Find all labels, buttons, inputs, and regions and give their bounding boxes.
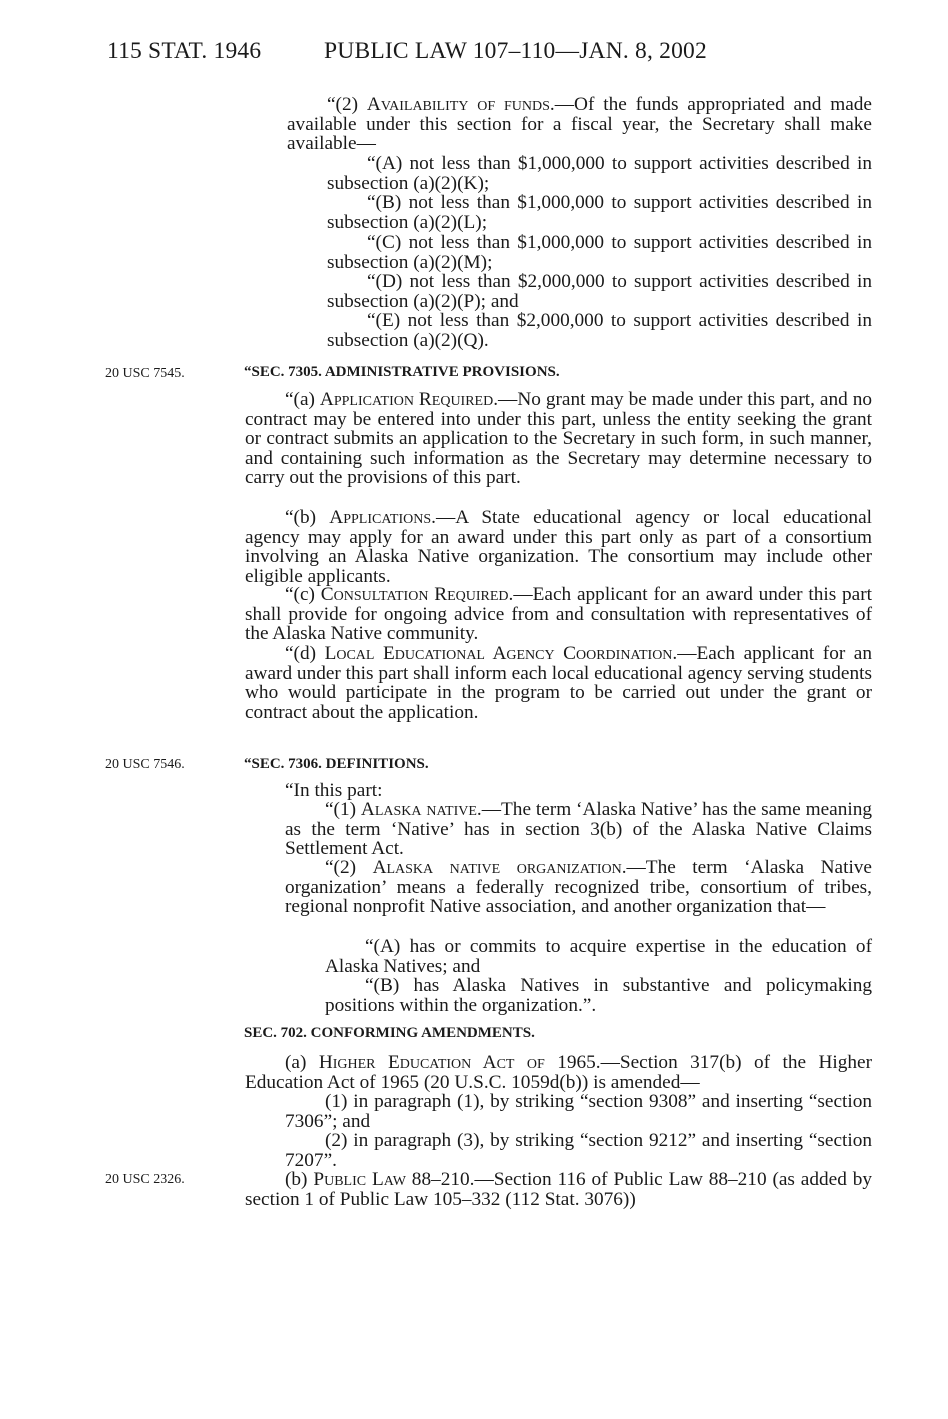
sec-702-b: (b) Public Law 88–210.—Section 116 of Public Law 88–210 (as added by section 1 of Public Law 105–332 (112 Stat. 3076)) bbox=[245, 1169, 872, 1210]
sec-702-a-1: (1) in paragraph (1), by striking “section 9308” and inserting “section 7306”; and bbox=[285, 1091, 872, 1132]
sec-702-a-2: (2) in paragraph (3), by striking “section 9212” and inserting “section 7207”. bbox=[285, 1130, 872, 1171]
sec-7305-heading: “SEC. 7305. ADMINISTRATIVE PROVISIONS. bbox=[244, 364, 560, 380]
definition-alaska-native: “(1) Alaska native.—The term ‘Alaska Native’ has the same meaning as the term ‘Native’ has in section 3(b) of the Alaska Native Claims Settlement Act. bbox=[285, 799, 872, 860]
availability-item-a: “(A) not less than $1,000,000 to support activities described in subsection (a)(2)(K); bbox=[327, 153, 872, 194]
availability-heading: Availability of funds bbox=[366, 94, 550, 115]
availability-item-e: “(E) not less than $2,000,000 to support activities described in subsection (a)(2)(Q). bbox=[327, 310, 872, 351]
availability-paragraph: “(2) Availability of funds.—Of the funds appropriated and made available under this section for a fiscal year, the Secretary shall make available— bbox=[287, 94, 872, 155]
definition-item-a: “(A) has or commits to acquire expertise in the education of Alaska Natives; and bbox=[325, 936, 872, 977]
margin-note-2326: 20 USC 2326. bbox=[105, 1172, 185, 1187]
sec-7305-a: “(a) Application Required.—No grant may be made under this part, and no contract may be entered into under this part, unless the entity seeking the grant or contract submits an application to the Secretary in such form, in such manner, and containing such information as the Secretary may determine necessary to carry out the provisions of this part. bbox=[245, 389, 872, 489]
sec-702-heading: SEC. 702. CONFORMING AMENDMENTS. bbox=[244, 1025, 535, 1041]
availability-item-c: “(C) not less than $1,000,000 to support activities described in subsection (a)(2)(M); bbox=[327, 232, 872, 273]
sec-7305-b: “(b) Applications.—A State educational agency or local educational agency may apply for an award under this part only as part of a consortium involving an Alaska Native organization. The consortium may include other eligible applicants. bbox=[245, 507, 872, 587]
page-header-law-date: PUBLIC LAW 107–110—JAN. 8, 2002 bbox=[324, 38, 707, 64]
definition-item-b: “(B) has Alaska Natives in substantive and policymaking positions within the organization.”. bbox=[325, 975, 872, 1016]
sec-7305-c: “(c) Consultation Required.—Each applicant for an award under this part shall provide for ongoing advice from and consultation with representatives of the Alaska Native community. bbox=[245, 584, 872, 645]
availability-item-b: “(B) not less than $1,000,000 to support activities described in subsection (a)(2)(L); bbox=[327, 192, 872, 233]
definition-alaska-native-organization: “(2) Alaska native organization.—The term ‘Alaska Native organization’ means a federally recognized tribe, consortium of tribes, regional nonprofit Native association, and another organization that— bbox=[285, 857, 872, 918]
page-header-stat: 115 STAT. 1946 bbox=[107, 38, 262, 64]
sec-702-a: (a) Higher Education Act of 1965.—Section 317(b) of the Higher Education Act of 1965 (20 U.S.C. 1059d(b)) is amended— bbox=[245, 1052, 872, 1093]
sec-7306-heading: “SEC. 7306. DEFINITIONS. bbox=[244, 756, 429, 772]
availability-item-d: “(D) not less than $2,000,000 to support activities described in subsection (a)(2)(P); and bbox=[327, 271, 872, 312]
margin-note-7545: 20 USC 7545. bbox=[105, 366, 185, 381]
sec-7306-intro: “In this part: bbox=[285, 780, 383, 801]
margin-note-7546: 20 USC 7546. bbox=[105, 757, 185, 772]
sec-7305-d: “(d) Local Educational Agency Coordination.—Each applicant for an award under this part shall inform each local educational agency serving students who would participate in the program to be carried out under the grant or contract about the application. bbox=[245, 643, 872, 723]
